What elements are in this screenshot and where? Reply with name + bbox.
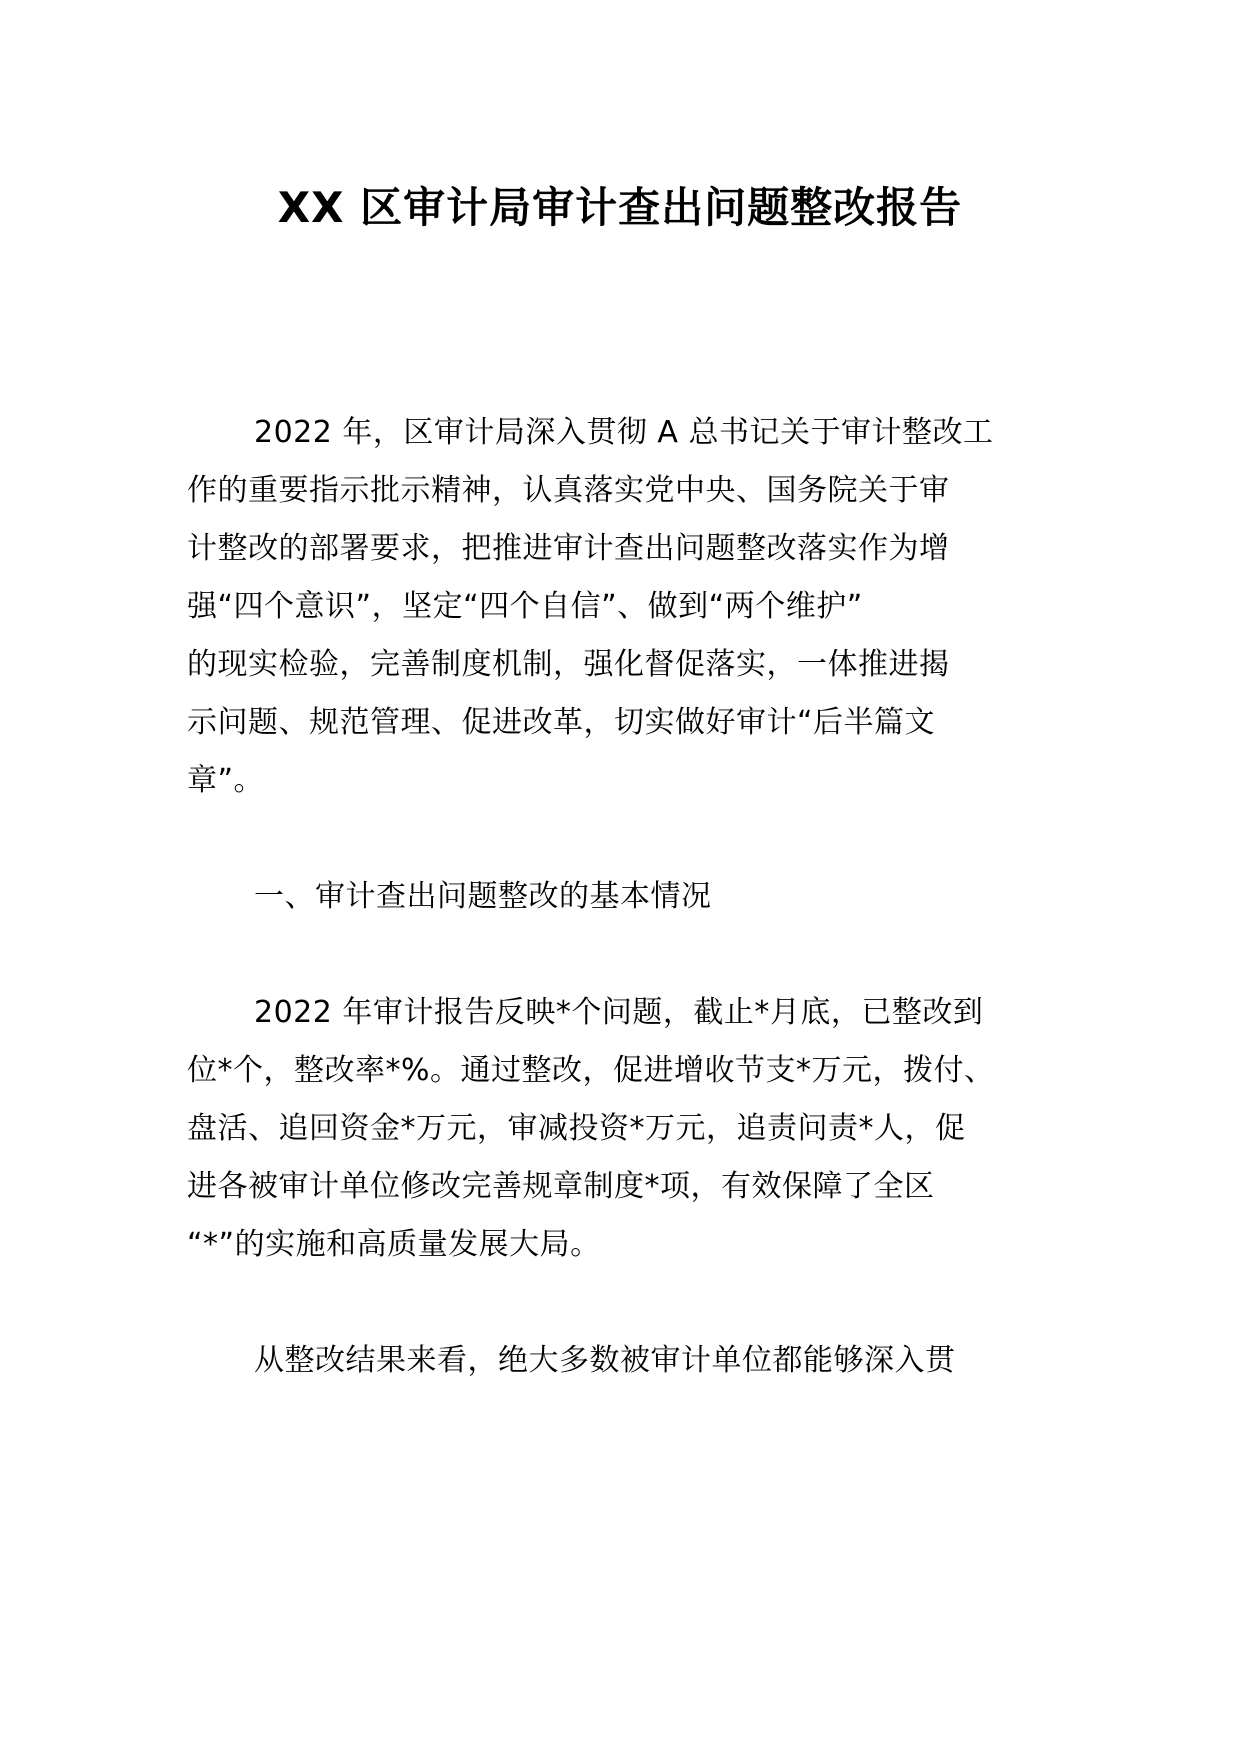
paragraph-summary-line: “*”的实施和高质量发展大局。 bbox=[187, 1227, 601, 1262]
paragraph-intro-line: 章”。 bbox=[187, 763, 265, 798]
paragraph-intro-line: 示问题、规范管理、促进改革，切实做好审计“后半篇文 bbox=[187, 705, 936, 740]
paragraph-intro-line: 计整改的部署要求，把推进审计查出问题整改落实作为增 bbox=[187, 531, 950, 566]
paragraph-summary-line: 进各被审计单位修改完善规章制度*项，有效保障了全区 bbox=[187, 1169, 935, 1204]
paragraph-summary-line: 盘活、追回资金*万元，审减投资*万元，追责问责*人，促 bbox=[187, 1111, 966, 1146]
paragraph-intro-line: 2022 年，区审计局深入贯彻 A 总书记关于审计整改工 bbox=[254, 415, 994, 450]
document-title: XX 区审计局审计查出问题整改报告 bbox=[277, 183, 963, 232]
paragraph-results-line: 从整改结果来看，绝大多数被审计单位都能够深入贯 bbox=[254, 1343, 956, 1378]
section-heading: 一、审计查出问题整改的基本情况 bbox=[254, 879, 712, 914]
paragraph-intro-line: 作的重要指示批示精神，认真落实党中央、国务院关于审 bbox=[187, 473, 950, 508]
paragraph-intro-line: 的现实检验，完善制度机制，强化督促落实，一体推进揭 bbox=[187, 647, 950, 682]
paragraph-summary-line: 2022 年审计报告反映*个问题，截止*月底，已整改到 bbox=[254, 995, 984, 1030]
paragraph-summary-line: 位*个，整改率*%。通过整改，促进增收节支*万元，拨付、 bbox=[187, 1053, 995, 1088]
paragraph-intro-line: 强“四个意识”，坚定“四个自信”、做到“两个维护” bbox=[187, 589, 863, 624]
